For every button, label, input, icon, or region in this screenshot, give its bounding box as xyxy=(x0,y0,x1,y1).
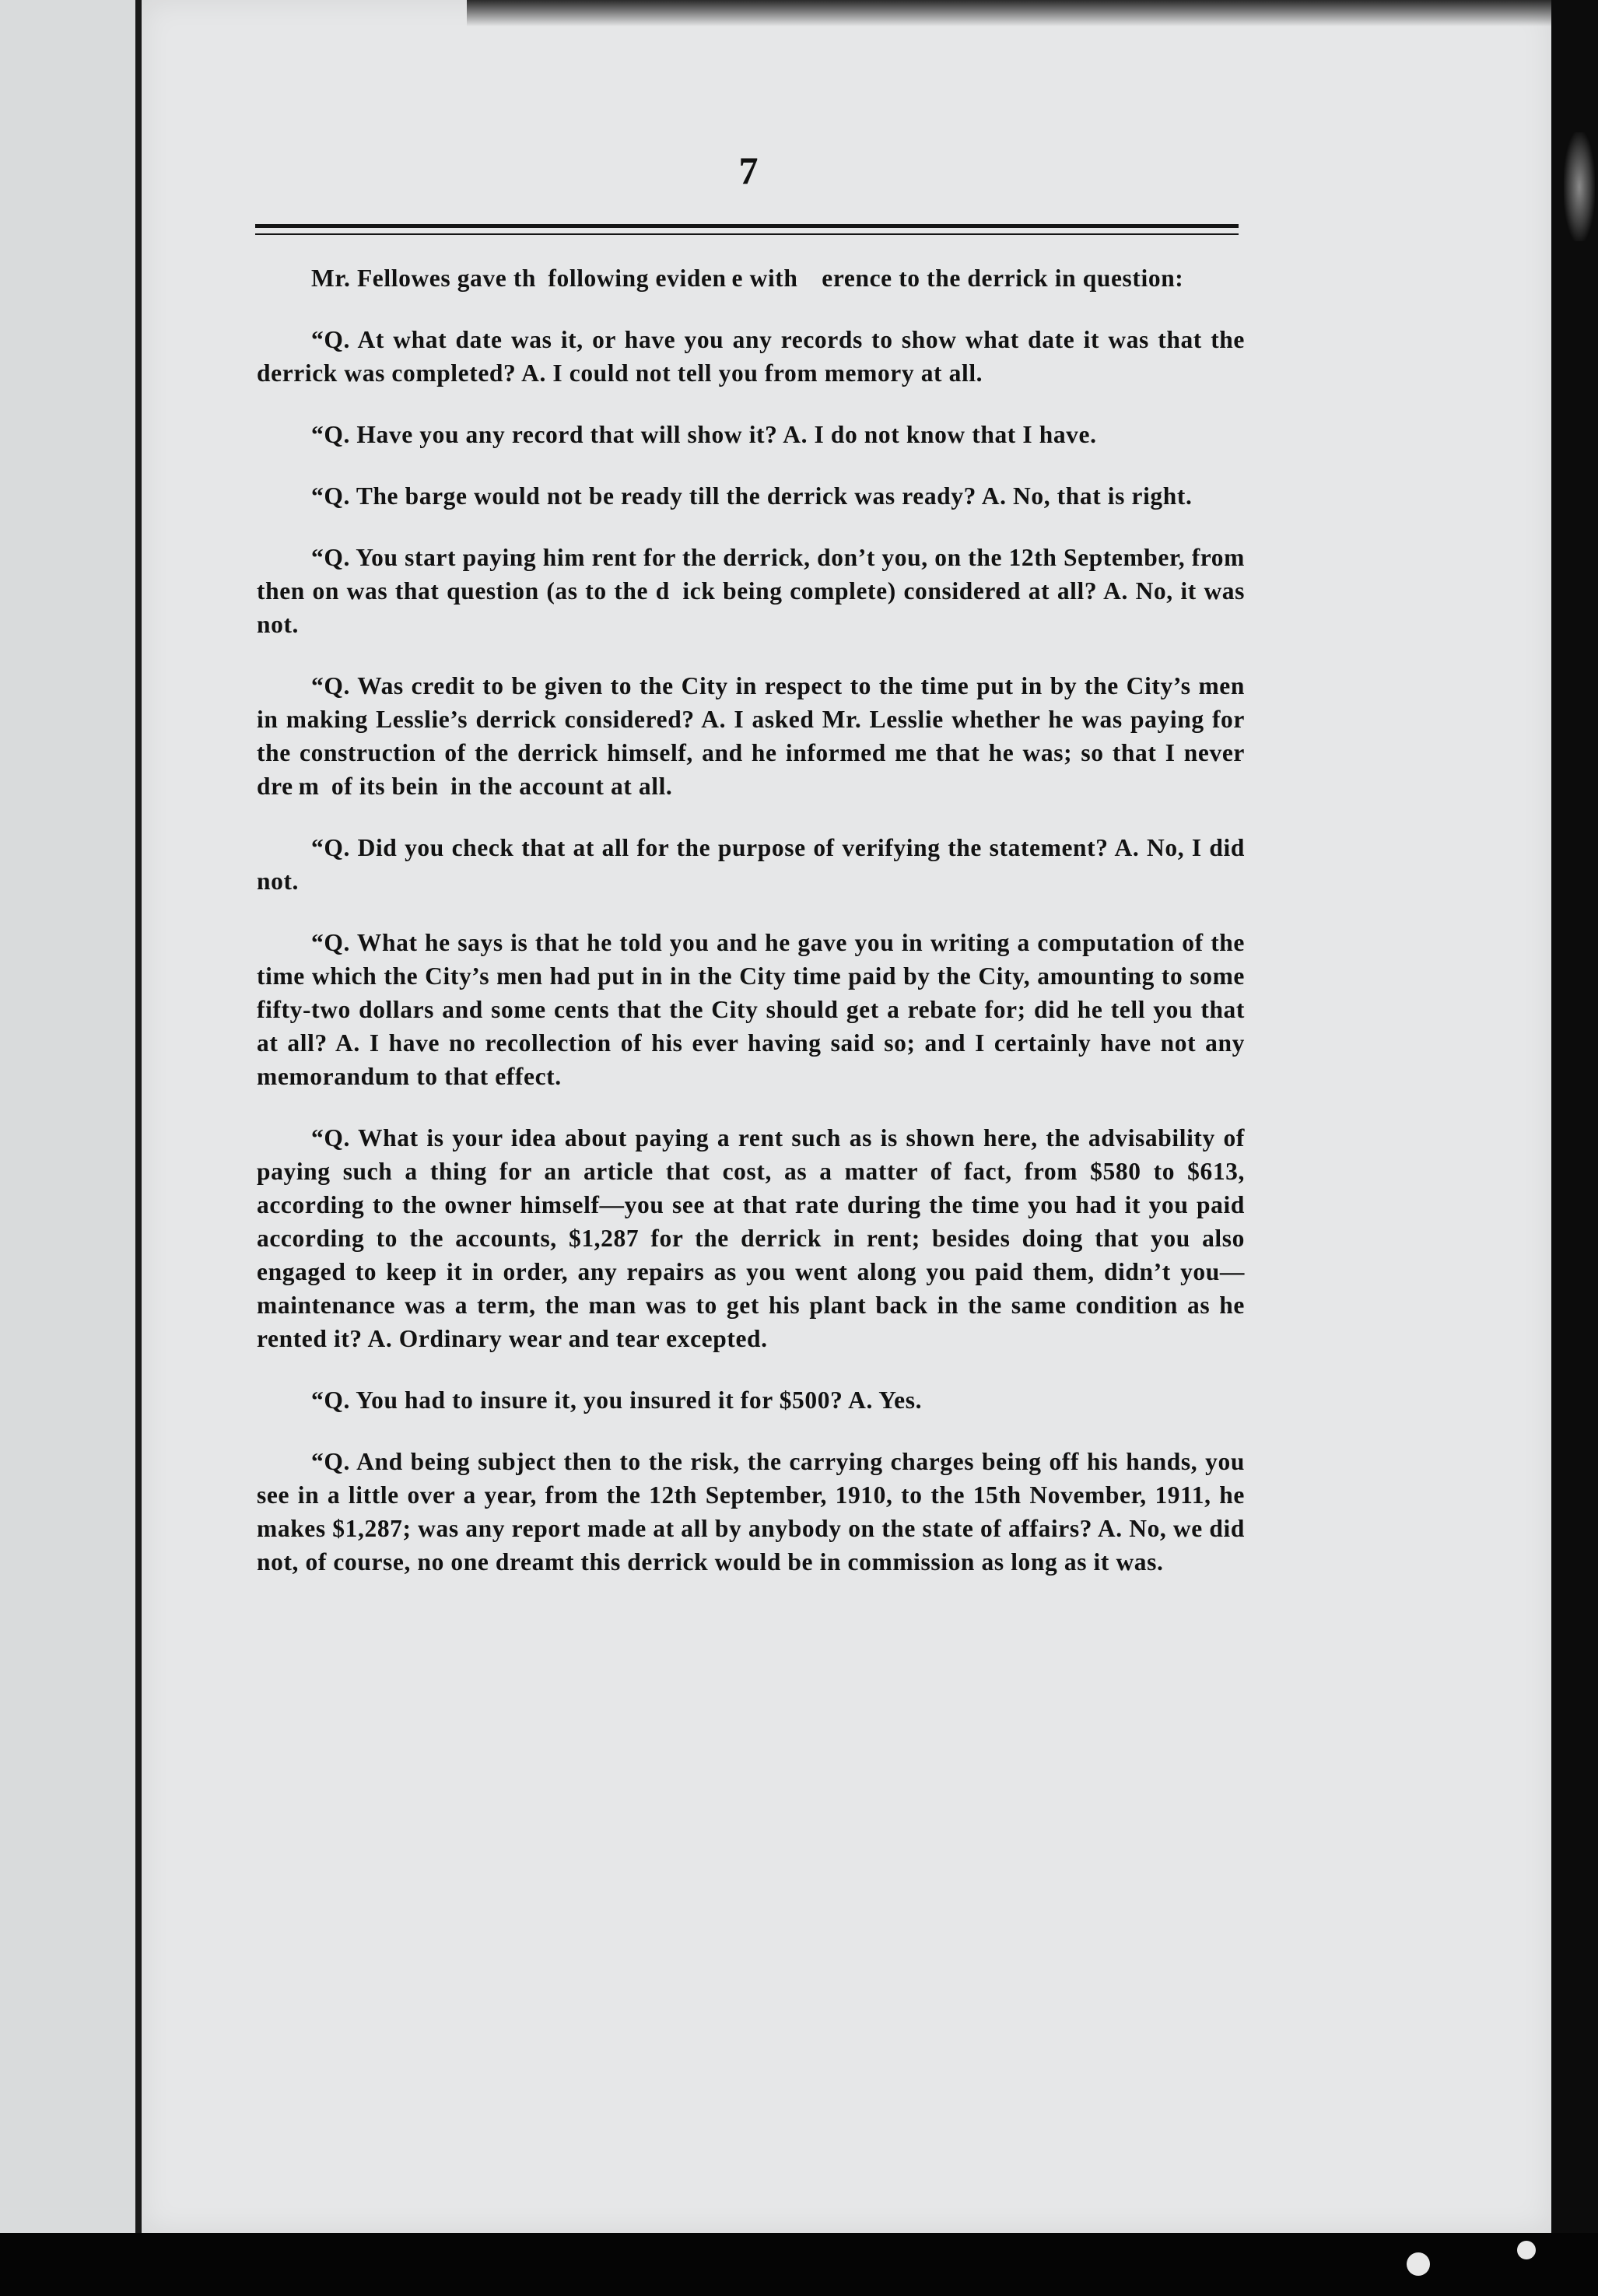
bottom-band xyxy=(0,2233,1598,2296)
testimony-paragraph: “Q. What is your idea about paying a rent such as is shown here, the advisability of paying such a thing for an article that cost, as a matter of fact, from $580 to $613, according to the owner himself—you see at that rate during the time you had it you paid according to the accounts, $1,287 for the derrick in rent; besides doing that you also engaged to keep it in order, any repairs as you went along you paid them, didn’t you—maintenance was a term, the man was to get his plant back in the same condition as he rented it? A. Ordinary wear and tear excepted. xyxy=(257,1124,1245,1352)
testimony-paragraph: “Q. You had to insure it, you insured it for $500? A. Yes. xyxy=(311,1386,923,1414)
top-shadow xyxy=(467,0,1556,26)
right-edge xyxy=(1551,0,1598,2233)
testimony-paragraph: “Q. And being subject then to the risk, the carrying charges being off his hands, you see in a little over a year, from the 12th September, 1910, to the 15th November, 1911, he makes $1,287; was any report made at all by anybody on the state of affairs? A. No, we did not, of course, no one dreamt this derrick would be in commission as long as it was. xyxy=(257,1448,1245,1576)
testimony-paragraph: “Q. Did you check that at all for the purpose of verifying the statement? A. No, I did not. xyxy=(257,834,1245,895)
testimony-paragraph: “Q. Was credit to be given to the City in respect to the time put in by the City’s men in making Lesslie’s derrick considered? A. I asked Mr. Lesslie whether he was paying for the construction of the derrick himself, and he informed me that he was; so that I never dre m of its bein in the account at all. xyxy=(257,672,1245,800)
binding-edge xyxy=(135,0,142,2233)
testimony-paragraph: “Q. You start paying him rent for the derrick, don’t you, on the 12th September, from then on was that question (as to the d ick being complete) considered at all? A. No, it was not. xyxy=(257,544,1245,638)
header-rule xyxy=(255,224,1239,228)
testimony-paragraph: “Q. The barge would not be ready till the derrick was ready? A. No, that is right. xyxy=(311,482,1193,510)
header-rule-thin xyxy=(255,233,1239,235)
testimony-paragraph: “Q. At what date was it, or have you any records to show what date it was that the derrick was completed? A. I could not tell you from memory at all. xyxy=(257,326,1245,387)
scan-artifact xyxy=(1517,2241,1536,2259)
page-number: 7 xyxy=(738,149,759,192)
scan-artifact xyxy=(1564,132,1595,241)
testimony-paragraph: “Q. What he says is that he told you and he gave you in writing a computation of the time which the City’s men had put in in the City time paid by the City, amounting to some fifty-two dollars and some cents that the City should get a rebate for; did he tell you that at all? A. I have no recollection of his ever having said so; and I certainly have not any memorandum to that effect. xyxy=(257,929,1245,1090)
intro-paragraph: Mr. Fellowes gave th following eviden e with erence to the derrick in question: xyxy=(311,265,1184,292)
left-margin xyxy=(0,0,137,2233)
scan-artifact xyxy=(1407,2252,1430,2276)
testimony-body xyxy=(257,261,1245,1607)
testimony-paragraph: “Q. Have you any record that will show it? A. I do not know that I have. xyxy=(311,421,1097,448)
